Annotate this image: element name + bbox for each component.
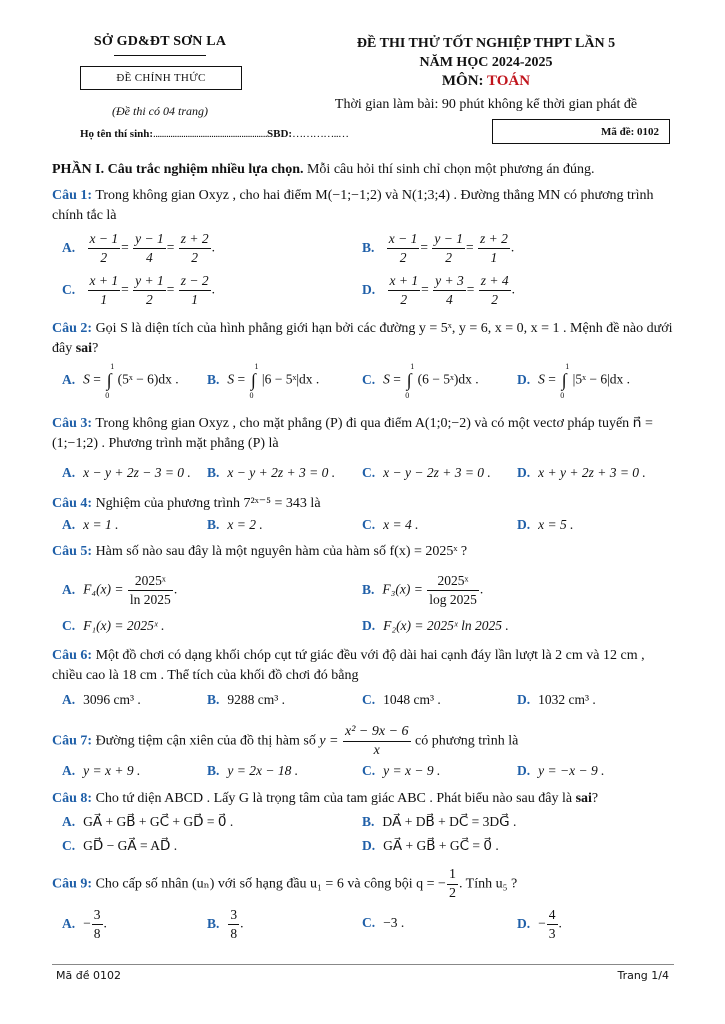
numerator: z + 2	[179, 230, 211, 249]
question-label: Câu 8:	[52, 791, 93, 806]
option-letter: B.	[362, 239, 375, 255]
option-letter: A.	[62, 763, 76, 778]
q3-option-a[interactable]	[62, 465, 191, 481]
fraction	[343, 723, 411, 760]
option-text: x − y − 2z + 3 = 0 .	[383, 465, 491, 480]
option-text: F₂(x) = 2025ˣ ln 2025 .	[383, 618, 509, 633]
denominator: 4	[446, 292, 453, 307]
q6-option-b[interactable]	[207, 692, 285, 708]
option-text: GA⃗ + GB⃗ + GC⃗ = 0⃗ .	[383, 838, 499, 853]
fraction	[92, 906, 103, 943]
option-text: x − y + 2z − 3 = 0 .	[83, 465, 191, 480]
option-text: GD⃗ − GA⃗ = AD⃗ .	[83, 838, 178, 853]
option-letter: B.	[362, 814, 375, 829]
q4-option-a[interactable]	[62, 517, 118, 533]
numerator: z + 4	[479, 272, 511, 291]
question-label: Câu 2:	[52, 321, 93, 336]
q1-option-d[interactable]: D. $\frac{x + 1}{2}$ = $\frac{y + 3}{4}$ = $\frac{z + 4}{2}$ .	[362, 273, 515, 307]
sbd-label: SBD:	[267, 128, 293, 140]
header-right	[300, 34, 672, 91]
subject	[300, 72, 672, 91]
option-text: 1032 cm³ .	[538, 692, 596, 707]
option-letter: A.	[62, 517, 76, 532]
fraction	[427, 572, 479, 609]
exam-code-box: Mã đề: 0102	[492, 119, 670, 144]
q5-option-d[interactable]	[362, 618, 509, 634]
option-letter: B.	[207, 371, 220, 387]
question-label: Câu 9:	[52, 876, 93, 892]
denominator: 2	[399, 250, 407, 265]
numerator: x + 1	[388, 272, 421, 291]
denominator: x	[373, 743, 380, 758]
option-letter: A.	[62, 239, 76, 255]
question-text-end: có phương trình là	[415, 733, 519, 749]
s-var: S	[227, 371, 235, 387]
sign: −	[83, 915, 91, 931]
fraction	[447, 866, 458, 903]
subject-label: MÔN:	[441, 73, 484, 89]
sbd-dots: …………..…	[292, 128, 349, 140]
option-letter: C.	[362, 692, 376, 707]
numerator: 4	[547, 906, 558, 925]
department-underline	[114, 55, 206, 56]
q4-option-d[interactable]	[517, 517, 573, 533]
question-label: Câu 4:	[52, 496, 93, 511]
question-end: ?	[591, 791, 599, 806]
numerator: 2025ˣ	[128, 572, 173, 591]
option-lhs: F₄(x) =	[83, 581, 124, 597]
q6-option-a[interactable]	[62, 692, 141, 708]
numerator: y + 3	[433, 272, 466, 291]
denominator: 3	[548, 926, 556, 941]
question-9	[52, 866, 674, 903]
option-text: F₁(x) = 2025ˣ .	[83, 618, 165, 633]
footer-page-number: Trang 1/4	[617, 969, 669, 982]
option-letter: D.	[517, 371, 531, 387]
option-text: x − y + 2z + 3 = 0 .	[227, 465, 336, 480]
option-text: y = 2x − 18 .	[227, 763, 299, 778]
option-text: −3 .	[383, 915, 405, 930]
option-letter: A.	[62, 371, 76, 387]
option-letter: C.	[62, 618, 76, 633]
q2-option-a[interactable]: A. S = ∫ 1 0 (5ˣ − 6)dx .	[62, 362, 179, 400]
denominator: 2	[491, 292, 499, 307]
fraction	[179, 230, 211, 267]
option-text: y = −x − 9 .	[538, 763, 605, 778]
q8-option-a[interactable]	[62, 814, 233, 830]
denominator: 8	[230, 926, 238, 941]
q7-option-b[interactable]	[207, 763, 298, 779]
option-text: y = x + 9 .	[83, 763, 141, 778]
part-1-title: PHẦN I. Câu trắc nghiệm nhiều lựa chọn.	[52, 162, 304, 177]
option-letter: C.	[62, 281, 76, 297]
option-letter: D.	[517, 465, 531, 480]
q7-option-a[interactable]	[62, 763, 140, 779]
option-letter: C.	[362, 517, 376, 532]
option-letter: A.	[62, 814, 76, 829]
q8-option-b[interactable]	[362, 814, 516, 830]
option-letter: B.	[207, 915, 220, 931]
option-text: 3096 cm³ .	[83, 692, 141, 707]
q7-option-c[interactable]	[362, 763, 440, 779]
part-1-heading	[52, 162, 595, 178]
numerator: 3	[228, 906, 239, 925]
option-text: x + y + 2z + 3 = 0 .	[538, 465, 646, 480]
question-emphasis: sai	[575, 791, 592, 806]
official-stamp: ĐỀ CHÍNH THỨC	[80, 66, 242, 90]
q4-option-b[interactable]	[207, 517, 263, 533]
fraction	[547, 906, 558, 943]
q2-option-c[interactable]: C. S = ∫ 1 0 (6 − 5ˣ)dx .	[362, 362, 479, 400]
option-text: y = x − 9 .	[383, 763, 441, 778]
option-text: x = 1 .	[83, 517, 119, 532]
footer-exam-code: Mã đề 0102	[56, 969, 121, 982]
question-label: Câu 3:	[52, 416, 93, 431]
question-6	[52, 646, 674, 686]
numerator: y − 1	[432, 230, 465, 249]
option-letter: B.	[362, 581, 375, 597]
denominator: 1	[100, 292, 108, 307]
q7-option-d[interactable]	[517, 763, 604, 779]
option-letter: B.	[207, 763, 220, 778]
option-letter: D.	[362, 838, 376, 853]
option-letter: D.	[517, 692, 531, 707]
option-letter: C.	[362, 763, 376, 778]
option-letter: C.	[362, 371, 376, 387]
q8-option-c[interactable]	[62, 838, 177, 854]
option-text: x = 5 .	[538, 517, 574, 532]
question-7	[52, 723, 674, 760]
numerator: y + 1	[133, 272, 166, 291]
question-3	[52, 414, 674, 454]
q9-option-a[interactable]: A. − $\frac{3}{8}$ .	[62, 907, 107, 941]
q5-option-b[interactable]: B. F₃(x) = $\frac{\text{2025ˣ}}{\log 2025}$ .	[362, 573, 484, 607]
integral-sign: ∫ 1 0	[249, 362, 259, 400]
q3-option-c[interactable]	[362, 465, 491, 481]
option-text: |6 − 5ˣ|dx .	[261, 371, 320, 387]
question-emphasis: sai	[75, 341, 93, 356]
numerator: x − 1	[88, 230, 121, 249]
fraction	[479, 272, 511, 309]
integral-sign: ∫ 1 0	[405, 362, 415, 400]
fraction	[88, 230, 121, 267]
option-text: x = 4 .	[383, 517, 419, 532]
q3-option-d[interactable]	[517, 465, 646, 481]
question-label: Câu 5:	[52, 544, 93, 559]
question-text: Gọi S là diện tích của hình phẳng giới hạn bởi các đường y = 5ˣ, y = 6, x = 0, x = 1 . Mệnh đề nào dưới đây	[52, 321, 673, 356]
s-var: S	[538, 371, 545, 387]
question-text: Trong không gian Oxyz , cho mặt phẳng (P) đi qua điểm A(1;0;−2) và có một vectơ pháp tuyến n⃗ = (1;−1;2) . Phương trình mặt phẳng (P) là	[52, 416, 653, 451]
option-letter: C.	[362, 915, 376, 930]
q1-option-c[interactable]: C. $\frac{x + 1}{1}$ = $\frac{y + 1}{2}$ = $\frac{z - 2}{1}$ .	[62, 273, 215, 307]
denominator: ln 2025	[129, 592, 171, 607]
option-letter: C.	[362, 465, 376, 480]
part-1-instruction: Mỗi câu hỏi thí sinh chỉ chọn một phương án đúng.	[306, 162, 595, 177]
department: SỞ GD&ĐT SƠN LA	[93, 34, 227, 49]
option-letter: D.	[517, 517, 531, 532]
question-text: Đường tiệm cận xiên của đồ thị hàm số	[95, 733, 316, 749]
q9-option-c[interactable]	[362, 915, 404, 931]
question-text: Cho tứ diện ABCD . Lấy G là trọng tâm của tam giác ABC . Phát biểu nào sau đây là	[95, 791, 573, 806]
fraction	[128, 572, 173, 609]
page-count: (Đề thi có 04 trang)	[112, 104, 208, 118]
integral-sign: ∫ 1 0	[105, 362, 115, 400]
option-letter: D.	[517, 915, 531, 931]
denominator: 4	[146, 250, 153, 265]
option-text: GA⃗ + GB⃗ + GC⃗ + GD⃗ = 0⃗ .	[83, 814, 234, 829]
option-letter: B.	[207, 692, 220, 707]
q9-option-b[interactable]: B. $\frac{3}{8}$ .	[207, 907, 244, 941]
question-5	[52, 542, 674, 562]
denominator: 2	[448, 886, 456, 901]
option-lhs: F₃(x) =	[382, 581, 423, 597]
q2-option-d[interactable]: D. S = ∫ 1 0 |5ˣ − 6|dx .	[517, 362, 631, 400]
exam-time: Thời gian làm bài: 90 phút không kể thời gian phát đề	[334, 97, 638, 112]
denominator: 2	[445, 250, 453, 265]
question-8	[52, 789, 674, 809]
denominator: 2	[146, 292, 153, 307]
question-text: Hàm số nào sau đây là một nguyên hàm của hàm số f(x) = 2025ˣ ?	[95, 544, 468, 559]
question-text: Nghiệm của phương trình 7²ˣ⁻⁵ = 343 là	[95, 496, 321, 511]
question-label: Câu 7:	[52, 733, 93, 749]
option-letter: B.	[207, 517, 220, 532]
function-lhs: y =	[319, 733, 339, 749]
fraction	[433, 272, 466, 309]
subject-value: TOÁN	[487, 73, 531, 89]
numerator: x − 1	[387, 230, 420, 249]
fraction	[228, 906, 239, 943]
option-text: DA⃗ + DB⃗ + DC⃗ = 3DG⃗ .	[382, 814, 517, 829]
denominator: 2	[400, 292, 408, 307]
fraction	[133, 230, 166, 267]
q6-option-d[interactable]	[517, 692, 596, 708]
option-text: (6 − 5ˣ)dx .	[417, 371, 479, 387]
question-text: Trong không gian Oxyz , cho hai điểm M(−1;−1;2) và N(1;3;4) . Đường thẳng MN có phương trình chính tắc là	[52, 188, 654, 223]
fraction	[133, 272, 166, 309]
numerator: 3	[92, 906, 103, 925]
q6-option-c[interactable]	[362, 692, 441, 708]
q1-option-a[interactable]: A. $\frac{x - 1}{2}$ = $\frac{y - 1}{4}$ = $\frac{z + 2}{2}$ .	[62, 231, 215, 265]
option-letter: B.	[207, 465, 220, 480]
header-left	[55, 34, 265, 56]
option-letter: D.	[362, 281, 376, 297]
numerator: x + 1	[88, 272, 121, 291]
candidate-dots: .....................................................	[153, 128, 267, 140]
option-text: x = 2 .	[227, 517, 263, 532]
option-text: 9288 cm³ .	[227, 692, 286, 707]
option-letter: D.	[362, 618, 376, 633]
q9-option-d[interactable]: D. − $\frac{4}{3}$ .	[517, 907, 562, 941]
fraction	[388, 272, 421, 309]
q3-option-b[interactable]	[207, 465, 335, 481]
option-letter: C.	[62, 838, 76, 853]
numerator: 1	[447, 866, 458, 885]
q4-option-c[interactable]	[362, 517, 418, 533]
denominator: 1	[490, 250, 498, 265]
option-letter: D.	[517, 763, 531, 778]
denominator: 2	[191, 250, 199, 265]
q2-option-b[interactable]: B. S = ∫ 1 0 |6 − 5ˣ|dx .	[207, 362, 320, 400]
option-text: 1048 cm³ .	[383, 692, 441, 707]
q5-option-a[interactable]: A. F₄(x) = $\frac{\text{2025ˣ}}{\ln 2025}$ .	[62, 573, 178, 607]
denominator: log 2025	[429, 592, 477, 607]
q1-option-b[interactable]: B. $\frac{x - 1}{2}$ = $\frac{y - 1}{2}$ = $\frac{z + 2}{1}$ .	[362, 231, 515, 265]
question-4	[52, 494, 674, 514]
fraction	[88, 272, 121, 309]
fraction	[387, 230, 420, 267]
numerator: 2025ˣ	[427, 572, 479, 591]
option-letter: A.	[62, 581, 76, 597]
question-label: Câu 1:	[52, 188, 93, 203]
question-end: ?	[92, 341, 99, 356]
question-text: Cho cấp số nhân (uₙ) với số hạng đầu u₁ = 6 và công bội q = −	[95, 876, 446, 892]
option-letter: A.	[62, 692, 76, 707]
option-letter: A.	[62, 915, 76, 931]
option-letter: A.	[62, 465, 76, 480]
numerator: x² − 9x − 6	[343, 723, 411, 742]
question-text-end: . Tính u₅ ?	[458, 876, 518, 892]
question-1	[52, 186, 674, 226]
fraction	[432, 230, 465, 267]
exam-title: ĐỀ THI THỬ TỐT NGHIỆP THPT LẦN 5	[356, 36, 616, 51]
denominator: 1	[191, 292, 199, 307]
question-text: Một đồ chơi có dạng khối chóp cụt tứ giác đều với độ dài hai cạnh đáy lần lượt là 2 cm và 12 cm , chiều cao là 18 cm . Thể tích của khối đồ chơi đó bằng	[52, 648, 645, 683]
denominator: 2	[100, 250, 108, 265]
integral-sign: ∫ 1 0	[560, 362, 570, 400]
q8-option-d[interactable]	[362, 838, 499, 854]
fraction	[179, 272, 211, 309]
question-2	[52, 319, 674, 359]
sign: −	[538, 915, 546, 931]
numerator: y − 1	[133, 230, 166, 249]
denominator: 8	[93, 926, 101, 941]
option-text: (5ˣ − 6)dx .	[117, 371, 179, 387]
question-label: Câu 6:	[52, 648, 93, 663]
s-var: S	[383, 371, 390, 387]
candidate-label: Họ tên thí sinh:	[80, 128, 154, 140]
footer-divider	[52, 964, 674, 965]
fraction	[478, 230, 510, 267]
candidate-line	[80, 128, 348, 140]
school-year: NĂM HỌC 2024-2025	[419, 55, 553, 70]
option-text: |5ˣ − 6|dx .	[572, 371, 631, 387]
q5-option-c[interactable]	[62, 618, 164, 634]
s-var: S	[83, 371, 90, 387]
numerator: z + 2	[478, 230, 510, 249]
numerator: z − 2	[179, 272, 211, 291]
